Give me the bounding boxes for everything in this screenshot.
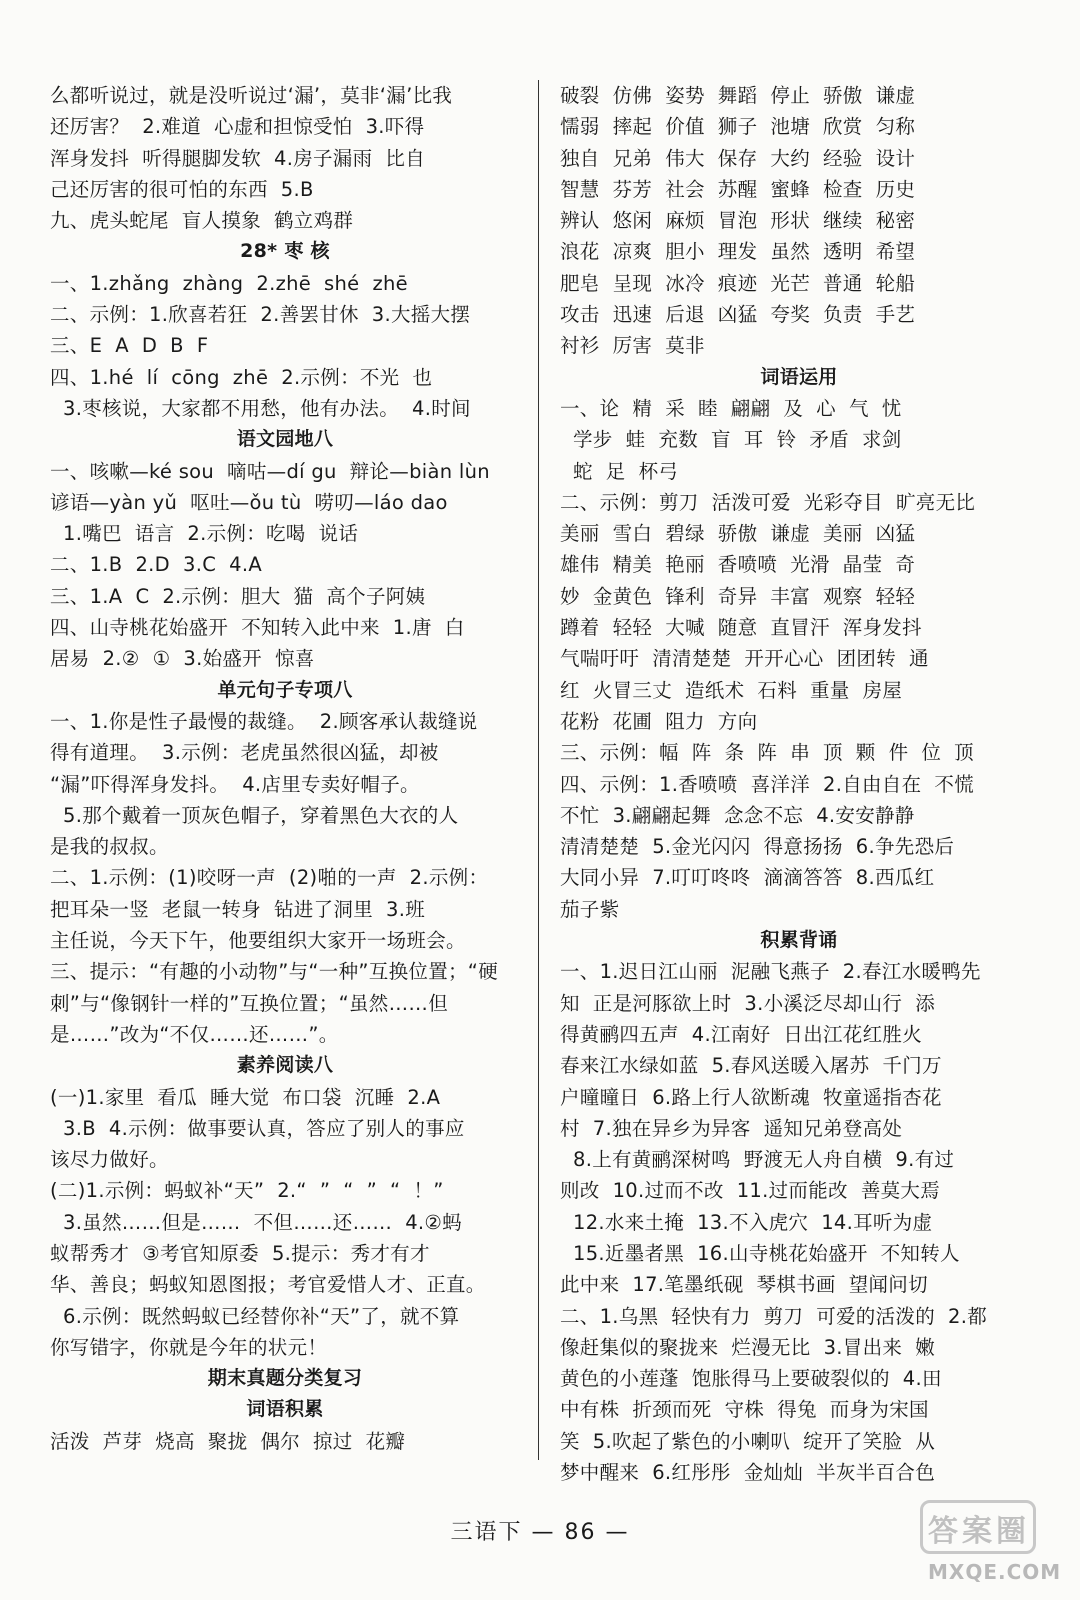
text-line: 蛇 足 杯弓 — [560, 459, 679, 483]
text-line: 3.枣核说，大家都不用愁，他有办法。 4.时间 — [50, 396, 471, 420]
text-line: 蹲着 轻轻 大喊 随意 直冒汗 浑身发抖 — [560, 616, 922, 640]
text-line: 1.嘴巴 语言 2.示例：吃喝 说话 — [50, 522, 359, 546]
section-heading: 素养阅读八 — [236, 1054, 334, 1077]
text-line: (二)1.示例：蚂蚁补“天” 2.“ ” “ ” “ ！” — [50, 1179, 444, 1203]
text-line: 谚语—yàn yǔ 呕吐—ǒu tù 唠叨—láo dao — [50, 490, 448, 514]
watermark-glyph: 案 — [962, 1514, 992, 1549]
text-line: 得黄鹂四五声 4.江南好 日出江花红胜火 — [560, 1022, 922, 1046]
text-line: 妙 金黄色 锋利 奇异 丰富 观察 轻轻 — [560, 584, 916, 608]
text-line: 15.近墨者黑 16.山寺桃花始盛开 不知转人 — [560, 1241, 960, 1265]
text-line: 四、山寺桃花始盛开 不知转入此中来 1.唐 白 — [50, 616, 465, 640]
text-line: 一、论 精 采 睦 翩翩 及 心 气 忧 — [560, 396, 902, 420]
text-line: 蚁帮秀才 ③考官知原委 5.提示：秀才有才 — [50, 1241, 430, 1265]
text-line: 九、虎头蛇尾 盲人摸象 鹤立鸡群 — [50, 209, 354, 233]
text-line: 己还厉害的很可怕的东西 5.B — [50, 177, 314, 201]
text-line: 主任说，今天下午，他要组织大家开一场班会。 — [50, 929, 466, 953]
text-line: 得有道理。 3.示例：老虎虽然很凶猛，却被 — [50, 741, 439, 765]
text-line: “漏”吓得浑身发抖。 4.店里专卖好帽子。 — [50, 772, 420, 796]
text-line: 衬衫 厉害 莫非 — [560, 334, 705, 358]
section-heading: 28* 枣 核 — [240, 240, 330, 263]
text-line: 华、善良；蚂蚁知恩图报；考官爱惜人才、正直。 — [50, 1273, 486, 1297]
text-line: 三、E A D B F — [50, 334, 209, 358]
text-line: 辨认 悠闲 麻烦 冒泡 形状 继续 秘密 — [560, 209, 916, 233]
text-line: 你写错字，你就是今年的状元！ — [50, 1335, 328, 1359]
text-line: 破裂 仿佛 姿势 舞蹈 停止 骄傲 谦虚 — [560, 84, 916, 107]
text-line: 知 正是河豚欲上时 3.小溪泛尽却山行 添 — [560, 991, 935, 1015]
text-line: 5.那个戴着一顶灰色帽子，穿着黑色大衣的人 — [50, 803, 459, 827]
section-heading: 积累背诵 — [760, 929, 838, 952]
text-line: 户曈曈日 6.路上行人欲断魂 牧童遥指杏花 — [560, 1085, 942, 1109]
text-line: 此中来 17.笔墨纸砚 琴棋书画 望闻问切 — [560, 1273, 928, 1297]
text-line: 二、1.示例：(1)咬呀一声 (2)啪的一声 2.示例： — [50, 866, 489, 890]
text-line: 独自 兄弟 伟大 保存 大约 经验 设计 — [560, 146, 916, 170]
text-line: 浪花 凉爽 胆小 理发 虽然 透明 希望 — [560, 240, 916, 264]
text-line: 茄子紫 — [560, 897, 620, 921]
text-line: 智慧 芬芳 社会 苏醒 蜜蜂 检查 历史 — [560, 177, 916, 201]
section-heading: 语文园地八 — [236, 428, 334, 451]
text-line: 梦中醒来 6.红彤彤 金灿灿 半灰半百合色 — [560, 1461, 935, 1485]
text-line: 8.上有黄鹂深树鸣 野渡无人舟自横 9.有过 — [560, 1148, 955, 1172]
text-line: 3.虽然……但是…… 不但……还…… 4.②蚂 — [50, 1210, 462, 1234]
text-line: 像赶集似的聚拢来 烂漫无比 3.冒出来 嫩 — [560, 1335, 935, 1359]
text-line: 雄伟 精美 艳丽 香喷喷 光滑 晶莹 奇 — [560, 553, 916, 577]
text-line: 肥皂 呈现 冰冷 痕迹 光芒 普通 轮船 — [560, 271, 916, 295]
text-line: 是我的叔叔。 — [50, 835, 169, 859]
text-line: 居易 2.② ① 3.始盛开 惊喜 — [50, 647, 315, 671]
text-line: 是……”改为“不仅……还……”。 — [50, 1022, 339, 1046]
text-line: 一、1.你是性子最慢的裁缝。 2.顾客承认裁缝说 — [50, 709, 478, 733]
text-line: 该尽力做好。 — [50, 1148, 169, 1172]
column-divider — [538, 80, 539, 1460]
page-footer: 三语下 — 86 — — [450, 1520, 630, 1545]
text-line: 村 7.独在异乡为异客 遥知兄弟登高处 — [560, 1116, 903, 1140]
text-line: 三、提示：“有趣的小动物”与“一种”互换位置；“硬 — [50, 960, 499, 984]
text-line: 三、示例：幅 阵 条 阵 串 顶 颗 件 位 顶 — [560, 741, 974, 765]
text-line: 一、1.zhǎng zhàng 2.zhē shé zhē — [50, 271, 408, 295]
text-line: 四、示例：1.香喷喷 喜洋洋 2.自由自在 不慌 — [560, 772, 975, 796]
section-heading: 期末真题分类复习 — [207, 1367, 363, 1390]
text-line: 美丽 雪白 碧绿 骄傲 谦虚 美丽 凶猛 — [560, 522, 916, 546]
text-line: 3.B 4.示例：做事要认真，答应了别人的事应 — [50, 1116, 465, 1140]
text-line: 刺”与“像钢针一样的”互换位置；“虽然……但 — [50, 991, 449, 1015]
section-heading: 单元句子专项八 — [217, 678, 353, 701]
text-line: 花粉 花圃 阻力 方向 — [560, 709, 758, 733]
text-line: 浑身发抖 听得腿脚发软 4.房子漏雨 比自 — [50, 146, 425, 170]
text-line: 学步 蛙 充数 盲 耳 铃 矛盾 求剑 — [560, 428, 902, 452]
text-line: 活泼 芦芽 烧高 聚拢 偶尔 掠过 花瓣 — [50, 1429, 406, 1453]
text-line: 还厉害？ 2.难道 心虚和担惊受怕 3.吓得 — [50, 115, 425, 139]
section-heading: 词语积累 — [246, 1398, 324, 1421]
text-line: 二、1.B 2.D 3.C 4.A — [50, 553, 262, 577]
text-line: 一、咳嗽—ké sou 嘀咕—dí gu 辩论—biàn lùn — [50, 459, 490, 483]
section-heading: 词语运用 — [760, 365, 838, 388]
watermark-url: MXQE.COM — [928, 1560, 1062, 1584]
watermark-glyph: 圈 — [996, 1514, 1026, 1549]
text-line: 把耳朵一竖 老鼠一转身 钻进了洞里 3.班 — [50, 897, 425, 921]
text-line: 一、1.迟日江山丽 泥融飞燕子 2.春江水暖鸭先 — [560, 960, 981, 984]
text-line: 攻击 迅速 后退 凶猛 夸奖 负责 手艺 — [560, 303, 916, 327]
text-line: 笑 5.吹起了紫色的小喇叭 绽开了笑脸 从 — [560, 1429, 935, 1453]
watermark-glyph: 答 — [928, 1514, 958, 1549]
text-line: 懦弱 摔起 价值 狮子 池塘 欣赏 匀称 — [560, 115, 916, 139]
text-line: 中有株 折颈而死 守株 得兔 而身为宋国 — [560, 1398, 929, 1422]
text-line: 清清楚楚 5.金光闪闪 得意扬扬 6.争先恐后 — [560, 835, 955, 859]
text-line: 三、1.A C 2.示例：胆大 猫 高个子阿姨 — [50, 584, 426, 608]
text-line: 二、示例：剪刀 活泼可爱 光彩夺目 旷亮无比 — [560, 490, 976, 514]
text-line: 么都听说过，就是没听说过‘漏’，莫非‘漏’比我 — [50, 84, 453, 107]
text-line: 二、1.乌黑 轻快有力 剪刀 可爱的活泼的 2.都 — [560, 1304, 987, 1328]
left-column — [50, 80, 520, 1457]
text-line: 12.水来土掩 13.不入虎穴 14.耳听为虚 — [560, 1210, 933, 1234]
text-line: 则改 10.过而不改 11.过而能改 善莫大焉 — [560, 1179, 941, 1203]
text-line: 红 火冒三丈 造纸术 石料 重量 房屋 — [560, 678, 903, 702]
text-line: 二、示例：1.欣喜若狂 2.善罢甘休 3.大摇大摆 — [50, 303, 471, 327]
watermark-logo — [920, 1500, 1062, 1590]
text-line: 6.示例：既然蚂蚁已经替你补“天”了，就不算 — [50, 1304, 460, 1328]
text-line: (一)1.家里 看瓜 睡大觉 布口袋 沉睡 2.A — [50, 1085, 441, 1109]
text-line: 气喘吁吁 清清楚楚 开开心心 团团转 通 — [560, 647, 929, 671]
right-column — [560, 80, 1038, 1488]
text-line: 春来江水绿如蓝 5.春风送暖入屠苏 千门万 — [560, 1054, 942, 1078]
text-line: 黄色的小莲蓬 饱胀得马上要破裂似的 4.田 — [560, 1367, 942, 1391]
text-line: 四、1.hé lí cōng zhē 2.示例：不光 也 — [50, 365, 433, 389]
text-line: 不忙 3.翩翩起舞 念念不忘 4.安安静静 — [560, 803, 915, 827]
text-line: 大同小异 7.叮叮咚咚 滴滴答答 8.西瓜红 — [560, 866, 935, 890]
